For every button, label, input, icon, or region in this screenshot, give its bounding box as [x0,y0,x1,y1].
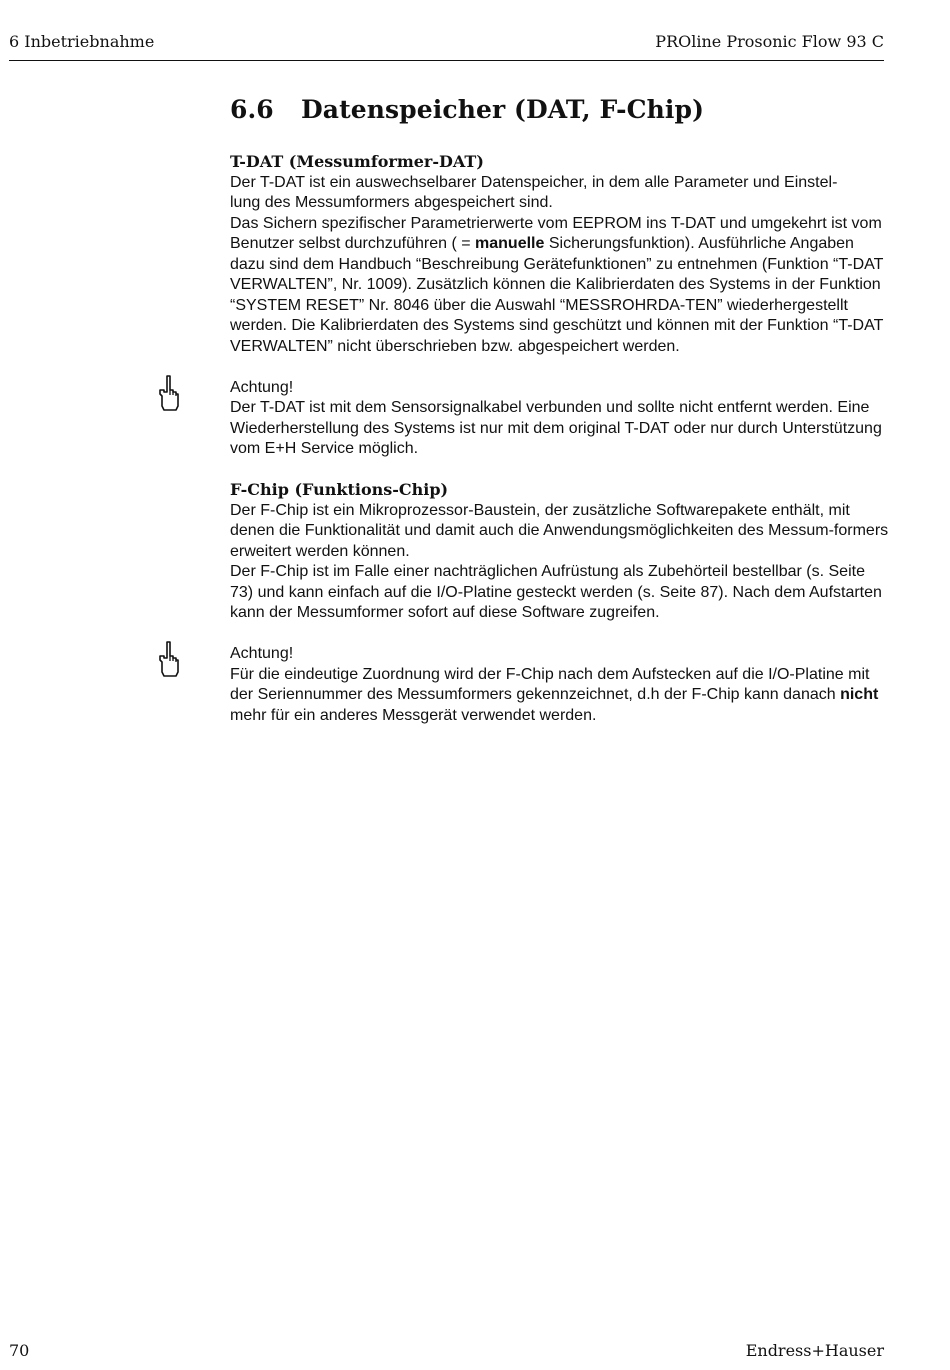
pointing-hand-icon [157,640,181,680]
pointing-hand-icon [157,374,181,414]
fchip-paragraph-2: Der F-Chip ist im Falle einer nachträglichen Aufrüstung als Zubehörteil bestellbar (s. Seite 73) und kann einfach auf die I/O-Platine gesteckt werden (s. Seite 87). Nach dem Aufstarten kann der Messumformer sofort auf diese Software zugreifen. [230,563,882,621]
section-number: 6.6 [230,95,274,124]
note-fchip-text-a: Für die eindeutige Zuordnung wird der F-Chip nach dem Aufstecken auf die I/O-Platine mit der Seriennummer des Messumformers gekennzeichnet, d.h der F-Chip kann danach [230,665,870,703]
note-tdat-text: Der T-DAT ist mit dem Sensorsignalkabel verbunden und sollte nicht entfernt werden. Eine Wiederherstellung des Systems ist nur mit dem original T-DAT oder nur durch Unterstützung vom E+H Service möglich. [230,399,882,457]
note-fchip-text-b: mehr für ein anderes Messgerät verwendet werden. [230,706,597,724]
tdat-line-1: Der T-DAT ist ein auswechselbarer Datenspeicher, in dem alle Parameter und Einstel- [230,173,838,191]
footer-brand: Endress+Hauser [745,1341,884,1360]
tdat-line-2: lung des Messumformers abgespeichert sind. [230,194,553,211]
tdat-p2-bold: manuelle [475,235,545,252]
section-title [230,95,890,124]
note-fchip-bold: nicht [840,686,879,703]
header-chapter: 6 Inbetriebnahme [9,32,155,51]
fchip-heading: F-Chip (Funktions-Chip) [230,480,449,499]
page-number: 70 [9,1341,30,1360]
note-tdat [230,378,890,460]
tdat-heading: T-DAT (Messumformer-DAT) [230,152,484,171]
tdat-paragraph-1 [230,173,890,214]
fchip-paragraph-1: Der F-Chip ist ein Mikroprozessor-Baustein, der zusätzliche Softwarepakete enthält, mit denen die Funktionalität und damit auch die Anwendungsmöglichkeiten des Messum-formers erweitert werden können. [230,501,889,560]
note-tdat-label: Achtung! [230,378,294,396]
tdat-p2-text-a: Das Sichern spezifischer Parametrierwerte vom EEPROM ins T-DAT und umgekehrt ist vom Benutzer selbst durchzuführen ( = [230,214,882,252]
header-divider [9,60,884,61]
note-fchip [230,644,890,726]
tdat-paragraph-2 [230,214,890,358]
header-product: PROline Prosonic Flow 93 C [655,32,884,51]
note-fchip-label: Achtung! [230,645,294,662]
section-title-text: Datenspeicher (DAT, F-Chip) [301,95,705,124]
page-content [230,95,890,726]
note-fchip-text [230,665,890,727]
tdat-p2-text-b: Sicherungsfunktion). Ausführliche Angaben dazu sind dem Handbuch “Beschreibung Gerätefunktionen” zu entnehmen (Funktion “T-DAT VERWALTEN”, Nr. 1009). Zusätzlich können die Kalibrierdaten des Systems in der Funktion “SYSTEM RESET” Nr. 8046 über die Auswahl “MESSROHRDA-TEN” wiederhergestellt werden. Die Kalibrierdaten des Systems sind geschützt und können mit der Funktion “T-DAT VERWALTEN” nicht überschrieben bzw. abgespeichert werden. [230,235,884,355]
